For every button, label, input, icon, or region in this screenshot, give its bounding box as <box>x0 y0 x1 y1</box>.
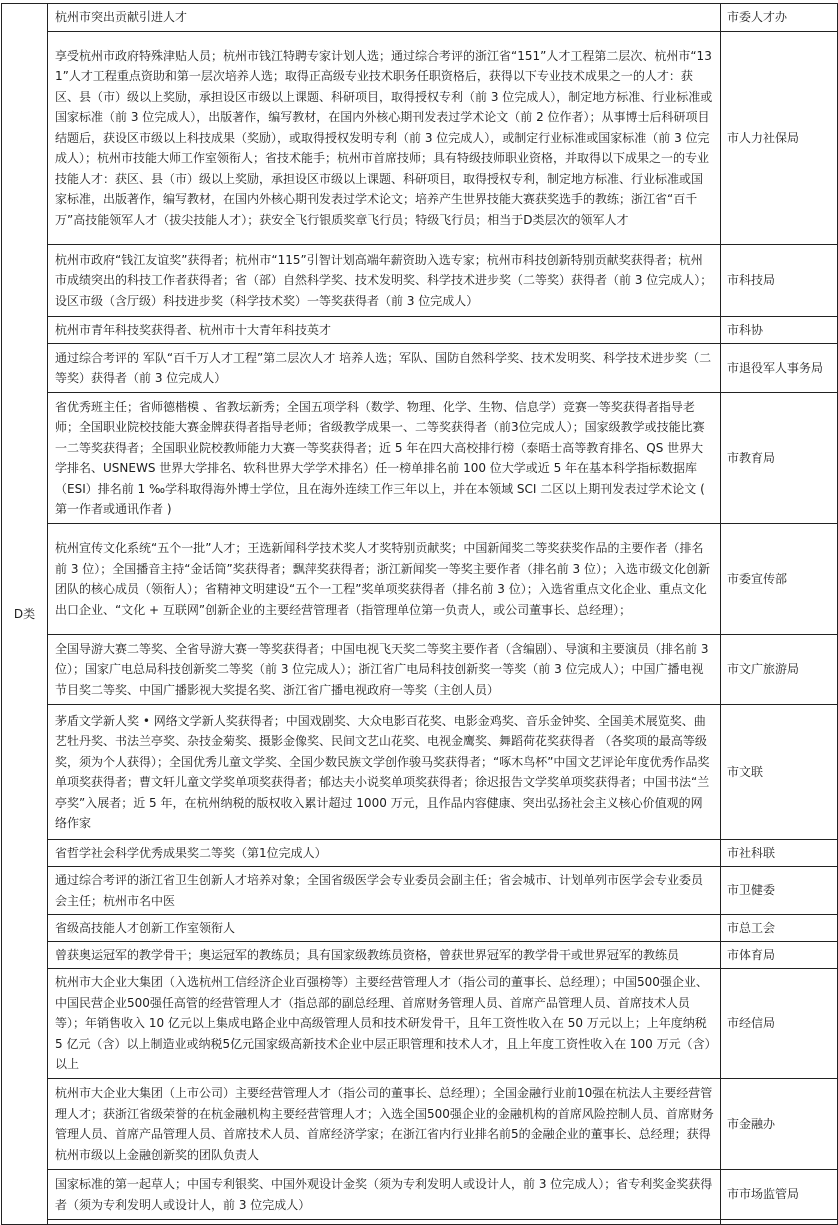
criteria-text: 杭州市青年科技奖获得者、杭州市十大青年科技英才 <box>55 322 332 337</box>
criteria-cell <box>48 1079 721 1170</box>
department-cell <box>721 705 838 840</box>
department-cell <box>721 915 838 942</box>
category-label: D类 <box>13 606 36 621</box>
criteria-cell <box>48 524 721 635</box>
department-text: 市金融办 <box>727 1116 776 1131</box>
department-cell <box>721 32 838 245</box>
criteria-cell <box>48 705 721 840</box>
table-row <box>2 867 838 915</box>
department-text: 市体育局 <box>727 947 776 962</box>
department-text: 市文广旅游局 <box>727 662 800 677</box>
table-row <box>2 1079 838 1170</box>
table-row <box>2 942 838 969</box>
department-cell <box>721 524 838 635</box>
department-cell <box>721 1079 838 1170</box>
department-text: 市市场监管局 <box>727 1187 800 1202</box>
department-text: 市人力社保局 <box>727 130 800 145</box>
department-text: 市委人才办 <box>727 10 788 25</box>
criteria-cell <box>48 1170 721 1220</box>
criteria-text: 茅盾文学新人奖 • 网络文学新人奖获得者；中国戏剧奖、大众电影百花奖、电影金鸡奖、音乐金钟奖、全国美术展览奖、曲艺牡丹奖、书法兰亭奖、杂技金菊奖、摄影金像奖、民间文艺山花奖、电视金鹰奖、舞蹈荷花奖获得者 （各奖项的最高等级奖，须为个人获得）；全国优秀儿童文学奖、全国少数民族文学创作骏马奖获得者；“啄木鸟杯”中国文艺评论年度优秀作品奖单项奖获得者；曹文轩儿童文学奖单项奖获得者；郁达夫小说奖单项奖获得者；徐迟报告文学奖单项奖获得者；中国书法“兰亭奖”入展者；近 5 年，在杭州纳税的版权收入累计超过 1000 万元，且作品内容健康、突出弘扬社会主义核心价值观的网络作家 <box>55 713 710 830</box>
department-cell <box>721 4 838 32</box>
criteria-text: 省优秀班主任；省师德楷模 、省教坛新秀；全国五项学科（数学、物理、化学、生物、信息学）竞赛一等奖获得者指导老师；全国职业院校技能大赛金牌获得者指导老师；省级教学成果一、二等奖获得者（前3位完成人）；国家级教学或技能比赛一二等奖获得者；全国职业院校教师能力大赛一等奖获得者；近 5 年在四大高校排行榜（泰晤士高等教育排名、QS 世界大学排名、USNEWS 世界大学排名、软科世界大学学术排名）任一榜单排名前 100 位大学或近 5 年在基本科学指标数据库（ESI）排名前 1 ‰学科取得海外博士学位，且在海外连续工作三年以上，并在本领域 SCI 二区以上期刊发表过学术论文 ( 第一作者或通讯作者 ) <box>55 399 705 516</box>
department-text: 市科协 <box>727 322 764 337</box>
criteria-text: 国家标准的第一起草人；中国专利银奖、中国外观设计金奖（须为专利发明人或设计人，前 3 位完成人）；省专利奖金奖获得者（须为专利发明人或设计人，前 3 位完成人） <box>55 1177 713 1212</box>
criteria-text: 省级高技能人才创新工作室领衔人 <box>55 920 236 935</box>
criteria-cell <box>48 867 721 915</box>
criteria-text: 杭州宣传文化系统“五个一批”人才；王选新闻科学技术奖人才奖特别贡献奖；中国新闻奖二等奖获奖作品的主要作者（排名前 3 位）；全国播音主持“金话筒”奖获得者；飘萍奖获得者；浙江新闻奖一等奖主要作者（排名前 3 位）；入选市级文化创新团队的核心成员（领衔人）；省精神文明建设“五个一工程”奖单项奖获得者（排名前 3 位）；入选省重点文化企业、重点文化出口企业、“文化 + 互联网”创新企业的主要经营管理者（指管理单位第一负责人，或公司董事长、总经理）； <box>55 541 710 617</box>
department-cell <box>721 942 838 969</box>
table-body <box>2 4 838 1225</box>
department-cell <box>721 840 838 867</box>
criteria-text: 通过综合考评的浙江省卫生创新人才培养对象；全国省级医学会专业委员会副主任；省会城市、计划单列市医学会专业委员会主任；杭州市名中医 <box>55 873 704 908</box>
table-row <box>2 393 838 524</box>
department-text: 市社科联 <box>727 845 776 860</box>
talent-classification-table <box>1 3 838 1225</box>
category-cell <box>2 4 48 1225</box>
table-row <box>2 4 838 32</box>
department-cell <box>721 317 838 344</box>
department-text: 市文联 <box>727 764 764 779</box>
criteria-text: 省哲学社会科学优秀成果奖二等奖（第1位完成人） <box>55 845 327 860</box>
department-cell <box>721 969 838 1079</box>
table-row <box>2 32 838 245</box>
department-text: 市委宣传部 <box>727 571 788 586</box>
department-text: 市科技局 <box>727 273 776 288</box>
criteria-text: 杭州市突出贡献引进人才 <box>55 10 188 25</box>
criteria-cell <box>48 317 721 344</box>
criteria-text: 杭州市大企业大集团（入选杭州工信经济企业百强榜等）主要经营管理人才（指公司的董事长、总经理）；中国500强企业、中国民营企业500强任高管的经营管理人才（指总部的副总经理、首席财务管理人员、首席产品管理人员、首席技术人员等）；年销售收入 10 亿元以上集成电路企业中高级管理人员和技术研发骨干，且年工资性收入在 50 万元以上；上年度纳税 5 亿元（含）以上制造业或纳税5亿元国家级高新技术企业中层正职管理和技术人才，且上年度工资性收入在 100 万元（含）以上 <box>55 975 711 1072</box>
department-text: 市教育局 <box>727 450 776 465</box>
criteria-cell <box>48 344 721 393</box>
department-cell <box>721 1170 838 1220</box>
criteria-text: 杭州市大企业大集团（上市公司）主要经营管理人才（指公司的董事长、总经理）；全国金融行业前10强在杭法人主要经营管理人才；获浙江省级荣誉的在杭金融机构主要经营管理人才；入选全国500强企业的金融机构的首席风险控制人员、首席财务管理人员、首席产品管理人员、首席技术人员、首席经济学家；在浙江省内行业排名前5的金融企业的董事长、总经理；获得杭州市级以上金融创新奖的团队负责人 <box>55 1086 714 1162</box>
table-row <box>2 317 838 344</box>
criteria-text: 曾获奥运冠军的教学骨干；奥运冠军的教练员；具有国家级教练员资格，曾获世界冠军的教学骨干或世界冠军的教练员 <box>55 947 680 962</box>
criteria-cell <box>48 635 721 705</box>
table-row <box>2 245 838 317</box>
criteria-cell <box>48 969 721 1079</box>
table-row <box>2 1170 838 1220</box>
department-text: 市退役军人事务局 <box>727 360 824 375</box>
department-cell <box>721 393 838 524</box>
criteria-cell <box>48 4 721 32</box>
department-cell <box>721 245 838 317</box>
table-row-cut-off <box>2 1220 838 1225</box>
department-cell <box>721 1220 838 1225</box>
criteria-cell <box>48 942 721 969</box>
table-row <box>2 344 838 393</box>
criteria-cell <box>48 915 721 942</box>
table-row <box>2 969 838 1079</box>
department-text: 市经信局 <box>727 1016 776 1031</box>
criteria-cell <box>48 32 721 245</box>
criteria-text: 享受杭州市政府特殊津贴人员；杭州市钱江特聘专家计划人选；通过综合考评的浙江省“151”人才工程第二层次、杭州市“131”人才工程重点资助和第一层次培养人选；取得正高级专业技术职务任职资格后，获得以下专业技术成果之一的人才：获区、县（市）级以上奖励，承担设区市级以上课题、科研项目，取得授权专利（前 3 位完成人），制定地方标准、行业标准或国家标准（前 3 位完成人），出版著作，编写教材，在国内外核心期刊发表过学术论文（前 2 位作者）；从事博士后科研项目结题后，获设区市级以上科技成果（奖励），或取得授权发明专利（前 3 位完成人），或制定行业标准或国家标准（前 3 位完成人）；杭州市技能大师工作室领衔人；省技术能手；杭州市首席技师；具有特级技师职业资格，并取得以下成果之一的专业技能人才：获区、县（市）级以上奖励，承担设区市级以上课题、科研项目，取得授权专利，制定地方标准、行业标准或国家标准，出版著作，编写教材，在国内外核心期刊发表过学术论文；培养产生世界技能大赛获奖选手的教练；浙江省“百千万”高技能领军人才（拔尖技能人才）；获安全飞行银质奖章飞行员；特级飞行员；相当于D类层次的领军人才 <box>55 48 713 227</box>
department-cell <box>721 635 838 705</box>
criteria-cell <box>48 1220 721 1225</box>
criteria-cell <box>48 245 721 317</box>
criteria-cell <box>48 393 721 524</box>
criteria-text: 通过综合考评的 军队“百千万人才工程”第二层次人才 培养人选；军队、国防自然科学奖、技术发明奖、科学技术进步奖（二等奖）获得者（前 3 位完成人） <box>55 350 712 385</box>
criteria-text: 全国导游大赛二等奖、全省导游大赛一等奖获得者；中国电视飞天奖二等奖主要作者（含编剧）、导演和主要演员（排名前 3 位）；国家广电总局科技创新奖二等奖（前 3 位完成人）；浙江省广电局科技创新奖一等奖（前 3 位完成人）；中国广播电视节目奖二等奖、中国广播影视大奖提名奖、浙江省广播电视政府一等奖（主创人员） <box>55 641 709 697</box>
table-row <box>2 840 838 867</box>
table-row <box>2 705 838 840</box>
department-text: 市卫健委 <box>727 883 776 898</box>
department-cell <box>721 344 838 393</box>
criteria-text: 杭州市政府“钱江友谊奖”获得者；杭州市“115”引智计划高端年薪资助入选专家；杭州市科技创新特别贡献奖获得者；杭州市成绩突出的科技工作者获得者；省（部）自然科学奖、技术发明奖、科学技术进步奖（二等奖）获得者（前 3 位完成人）；设区市级（含厅级）科技进步奖（科学技术奖）一等奖获得者（前 3 位完成人） <box>55 252 713 308</box>
table-row <box>2 915 838 942</box>
department-cell <box>721 867 838 915</box>
table-row <box>2 524 838 635</box>
table-row <box>2 635 838 705</box>
department-text: 市总工会 <box>727 920 776 935</box>
criteria-cell <box>48 840 721 867</box>
